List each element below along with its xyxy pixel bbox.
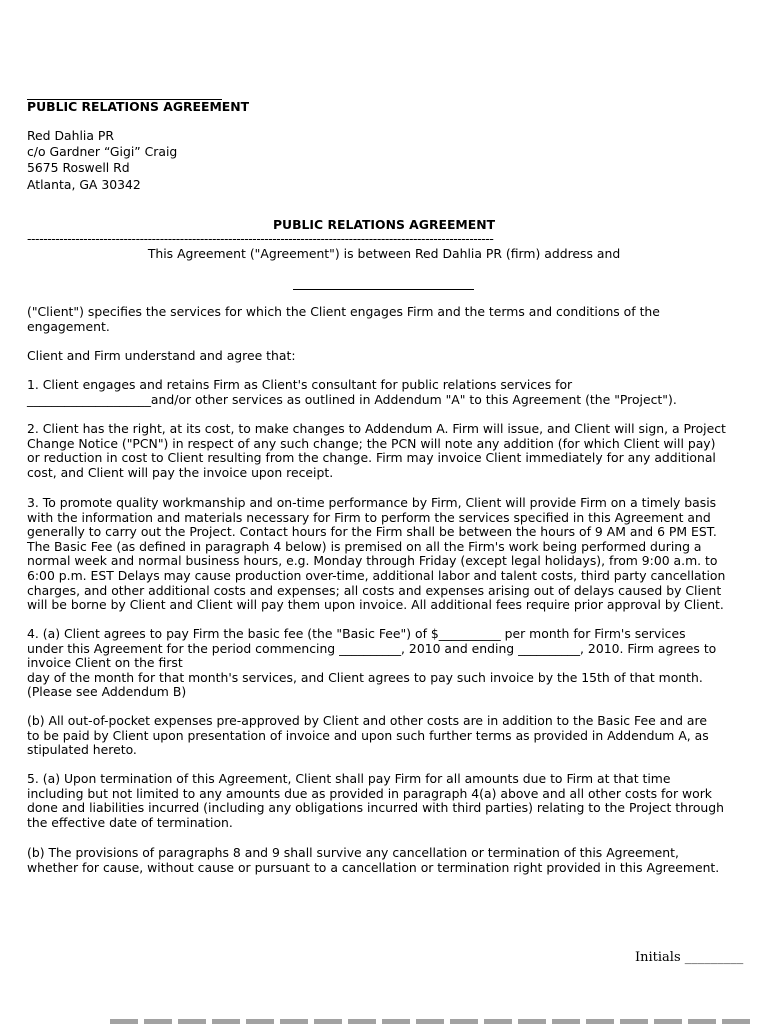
paragraph-line: done and liabilities incurred (including any obligations incurred with third parties) relating to the Project through <box>27 800 724 816</box>
paragraph-line: 3. To promote quality workmanship and on-time performance by Firm, Client will provide Firm on a timely basis <box>27 495 717 510</box>
address-line: Atlanta, GA 30342 <box>27 176 141 192</box>
paragraph-line: 4. (a) Client agrees to pay Firm the basic fee (the "Basic Fee") of $__________ per month for Firm's services <box>27 626 686 641</box>
firm-address-block <box>27 129 177 194</box>
paragraph-line: (Please see Addendum B) <box>27 684 187 700</box>
address-line: c/o Gardner “Gigi” Craig <box>27 144 178 160</box>
client-name-blank-line <box>293 289 474 290</box>
paragraph-line: under this Agreement for the period commencing __________, 2010 and ending __________, 2010. Firm agrees to <box>27 640 717 656</box>
paragraph-line: ("Client") specifies the services for which the Client engages Firm and the terms and conditions of the <box>27 304 660 319</box>
paragraph-line: The Basic Fee (as defined in paragraph 4 below) is premised on all the Firm's work being performed during a <box>27 538 702 554</box>
agreement-intro: This Agreement ("Agreement") is between Red Dahlia PR (firm) address and <box>147 246 621 261</box>
paragraph-line: the effective date of termination. <box>27 814 233 830</box>
paragraph-line: day of the month for that month's services, and Client agrees to pay such invoice by the 15th of that month. <box>27 669 703 685</box>
paragraph-client-definition <box>27 305 743 334</box>
address-line: Red Dahlia PR <box>27 128 114 143</box>
paragraph-understanding <box>27 349 743 364</box>
paragraph-line: to be paid by Client upon presentation of invoice and upon such further terms as provided in Addendum A, as <box>27 727 709 743</box>
paragraph-line: 6:00 p.m. EST Delays may cause production over-time, additional labor and talent costs, third party cancellation <box>27 567 726 583</box>
paragraph-line: 5. (a) Upon termination of this Agreement, Client shall pay Firm for all amounts due to Firm at that time <box>27 771 671 786</box>
address-line: 5675 Roswell Rd <box>27 160 130 176</box>
paragraph-line: 2. Client has the right, at its cost, to make changes to Addendum A. Firm will issue, and Client will sign, a Project <box>27 421 726 436</box>
paragraph-line: charges, and other additional costs and expenses; all costs and expenses arising out of delays caused by Client <box>27 582 722 598</box>
paragraph-line: 1. Client engages and retains Firm as Client's consultant for public relations services for <box>27 377 573 392</box>
paragraph-line: invoice Client on the first <box>27 655 183 671</box>
paragraph-line: (b) All out-of-pocket expenses pre-approved by Client and other costs are in addition to the Basic Fee and are <box>27 713 707 728</box>
paragraph-line: whether for cause, without cause or pursuant to a cancellation or termination right provided in this Agreement. <box>27 859 720 875</box>
paragraph-1 <box>27 378 743 407</box>
paragraph-line: generally to carry out the Project. Contact hours for the Firm shall be between the hours of 9 AM and 6 PM EST. <box>27 524 717 540</box>
document-heading: PUBLIC RELATIONS AGREEMENT <box>27 99 250 114</box>
paragraph-line: Change Notice ("PCN") in respect of any such change; the PCN will note any addition (for which Client will pay) <box>27 435 716 451</box>
paragraph-line: stipulated hereto. <box>27 742 137 758</box>
paragraph-line: cost, and Client will pay the invoice upon receipt. <box>27 464 334 480</box>
paragraph-5b <box>27 846 743 875</box>
paragraph-4a <box>27 627 743 700</box>
paragraph-line: ____________________and/or other services as outlined in Addendum "A" to this Agreement (the "Project"). <box>27 391 677 407</box>
paragraph-line: with the information and materials necessary for Firm to perform the services specified in this Agreement and <box>27 509 711 525</box>
paragraph-line: will be borne by Client and Client will pay them upon invoice. All additional fees require prior approval by Client. <box>27 597 724 613</box>
agreement-title: PUBLIC RELATIONS AGREEMENT <box>272 217 496 232</box>
paragraph-5a <box>27 772 743 830</box>
paragraph-line: or reduction in cost to Client resulting from the change. Firm may invoice Client immediately for any additional <box>27 450 716 466</box>
dash-separator: -------------------------------------------------------------------------------------------------------------------- <box>27 231 494 246</box>
paragraph-line: including but not limited to any amounts due as provided in paragraph 4(a) above and all other costs for work <box>27 785 712 801</box>
initials-field: Initials _________ <box>635 950 744 965</box>
paragraph-3 <box>27 496 743 613</box>
paragraph-2 <box>27 422 743 480</box>
paragraph-line: Client and Firm understand and agree that: <box>27 348 296 363</box>
paragraph-line: engagement. <box>27 318 110 334</box>
next-page-text-fragment <box>0 1016 768 1024</box>
paragraph-4b <box>27 714 743 758</box>
paragraph-line: normal week and normal business hours, e.g. Monday through Friday (except legal holidays), from 9:00 a.m. to <box>27 553 718 569</box>
paragraph-line: (b) The provisions of paragraphs 8 and 9 shall survive any cancellation or termination of this Agreement, <box>27 845 679 860</box>
